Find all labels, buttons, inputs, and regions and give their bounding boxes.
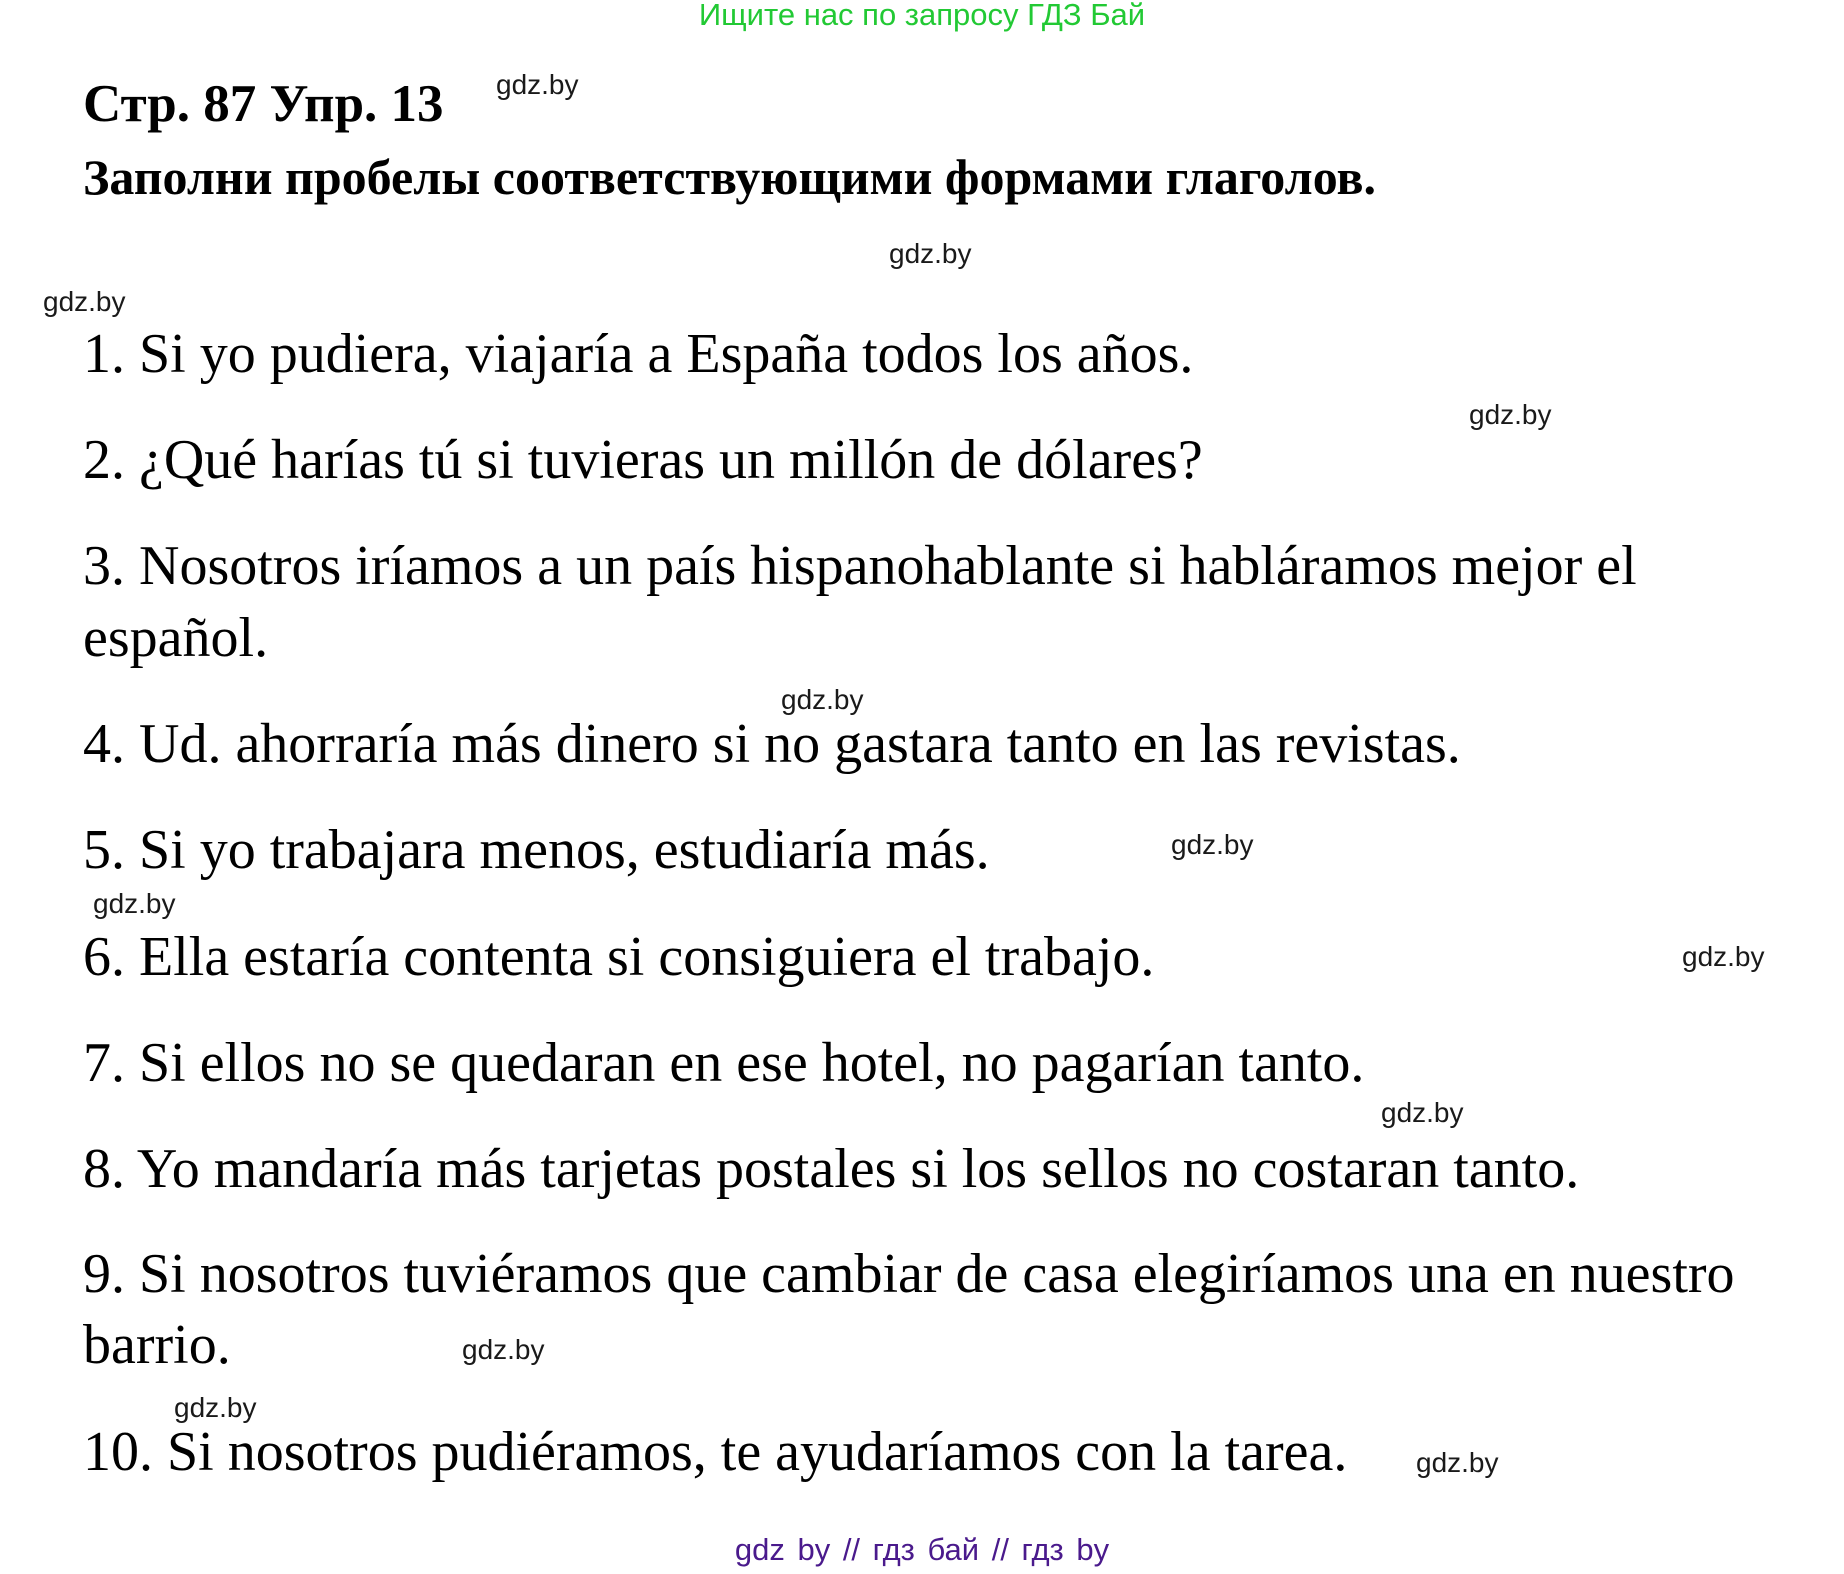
watermark: gdz.by (1469, 399, 1552, 430)
watermark: gdz.by (1416, 1447, 1499, 1478)
exercise-line-3: 3. Nosotros iríamos a un país hispanohablante si habláramos mejor el (83, 535, 1637, 597)
watermark: gdz.by (174, 1392, 257, 1423)
watermark: gdz.by (1381, 1097, 1464, 1128)
watermark: gdz.by (1171, 829, 1254, 860)
exercise-line-9: 9. Si nosotros tuviéramos que cambiar de casa elegiríamos una en nuestro (83, 1243, 1735, 1305)
exercise-line-7: 7. Si ellos no se quedaran en ese hotel, no pagarían tanto. (83, 1032, 1365, 1094)
watermark: gdz.by (43, 286, 126, 317)
footer-watermark: gdz by // гдз бай // гдз by (734, 1532, 1110, 1567)
exercise-line-2: 2. ¿Qué harías tú si tuvieras un millón de dólares? (83, 429, 1203, 491)
exercise-line-8: 8. Yo mandaría más tarjetas postales si los sellos no costaran tanto. (83, 1138, 1580, 1200)
exercise-instruction: Заполни пробелы соответствующими формами глаголов. (83, 149, 1376, 205)
exercise-line-9-continued: barrio. (83, 1314, 231, 1376)
watermark: gdz.by (496, 69, 579, 100)
watermark: gdz.by (462, 1334, 545, 1365)
exercise-line-3-continued: español. (83, 607, 269, 669)
exercise-line-1: 1. Si yo pudiera, viajaría a España todos los años. (83, 323, 1194, 385)
page-title: Стр. 87 Упр. 13 (83, 75, 444, 133)
watermark: gdz.by (889, 238, 972, 269)
exercise-line-6: 6. Ella estaría contenta si consiguiera el trabajo. (83, 926, 1155, 988)
exercise-line-5: 5. Si yo trabajara menos, estudiaría más. (83, 819, 990, 881)
exercise-line-10: 10. Si nosotros pudiéramos, te ayudaríamos con la tarea. (83, 1421, 1348, 1483)
watermark: gdz.by (781, 684, 864, 715)
search-banner: Ищите нас по запросу ГДЗ Бай (698, 0, 1146, 32)
watermark: gdz.by (93, 888, 176, 919)
exercise-line-4: 4. Ud. ahorraría más dinero si no gastara tanto en las revistas. (83, 713, 1461, 775)
watermark: gdz.by (1682, 941, 1765, 972)
